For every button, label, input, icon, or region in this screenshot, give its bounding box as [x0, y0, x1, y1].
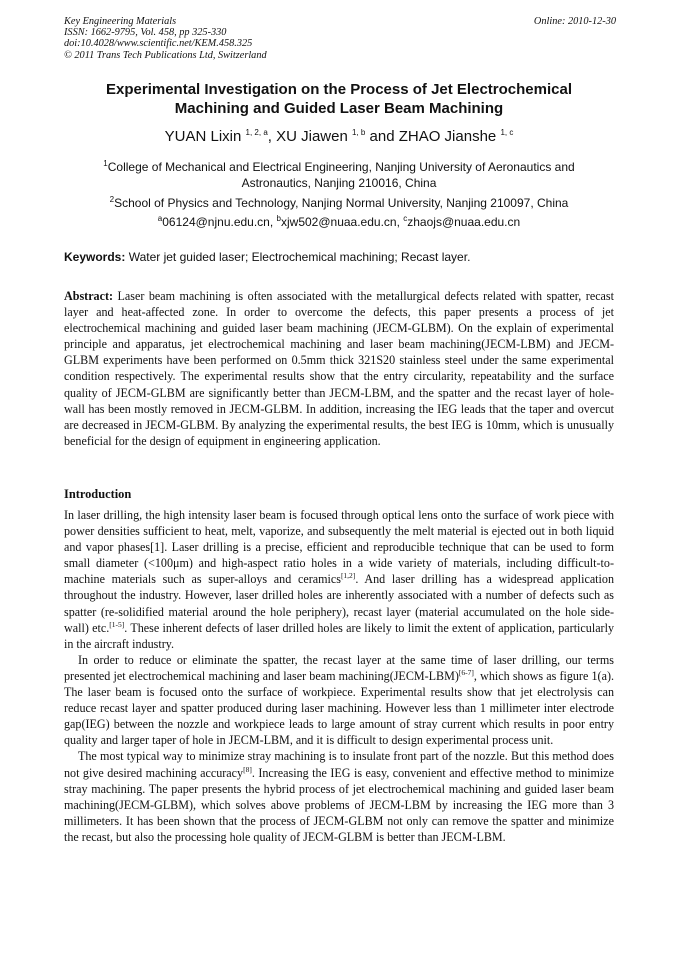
abstract — [64, 288, 614, 449]
journal-doi: doi:10.4028/www.scientific.net/KEM.458.325 — [64, 38, 253, 50]
introduction-body — [64, 507, 614, 845]
keywords — [64, 250, 614, 264]
citation[interactable]: [8] — [243, 764, 252, 774]
abstract-text: Laser beam machining is often associated with the metallurgical defects related with spatter, recast layer and heat-affected zone. In order to overcome the defects, this paper presents a process of jet electrochemical machining and guided laser beam machining (JECM-GLBM). On the explain of experimental principle and apparatus, jet electrochemical machining and laser beam machining(JECM-LBM) and JECM-GLBM experiments have been performed on 0.5mm thick 321S20 stainless steel under the same experimental condition respectively. The experimental results show that the entry circularity, repeatability and the surface quality of JECM-GLBM are significantly better than JECM-LBM, and the spatter and the recast layer of hole-wall has been mostly removed in JECM-GLBM. In addition, increasing the IEG leads that the taper and overcut are decreased in JECM-GLBM. By analyzing the experimental results, the best IEG is 10mm, which is unusually beneficial for the design of equipment in engineering application. — [64, 289, 614, 448]
journal-name: Key Engineering Materials — [64, 16, 177, 27]
journal-header — [64, 16, 267, 61]
author-separator: , — [267, 128, 277, 145]
intro-p1-text-c: . These inherent defects of laser drilled holes are likely to limit the extent of application, particularly in the aircraft industry. — [64, 620, 614, 651]
author-2-affil: 1, b — [352, 128, 366, 137]
email-b[interactable]: xjw502@nuaa.edu.cn, — [280, 215, 404, 229]
author-and: and — [365, 128, 399, 145]
email-list — [64, 214, 614, 229]
title-line-1: Experimental Investigation on the Process of Jet Electrochemical — [106, 81, 572, 98]
affiliation-2 — [64, 192, 614, 211]
journal-copyright: © 2011 Trans Tech Publications Ltd, Switzerland — [64, 49, 267, 61]
author-2: XU Jiawen — [276, 128, 348, 145]
author-1: YUAN Lixin — [164, 128, 242, 145]
intro-p1-text-b: . And laser drilling has a widespread application throughout the industry. However, laser drilled holes are inherently associated with a number of defects such as spatter (re-solidified material around the hole periphery), recast layer (material accumulated on the hole side-wall) etc. — [64, 572, 614, 635]
citation[interactable]: [1-5] — [109, 619, 125, 629]
intro-paragraph-2 — [64, 652, 614, 749]
author-3: ZHAO Jianshe — [398, 128, 497, 145]
introduction-heading: Introduction — [64, 487, 132, 501]
email-c-marker: c — [403, 214, 408, 223]
title-line-2: Machining and Guided Laser Beam Machining — [174, 100, 504, 117]
author-1-affil: 1, 2, a — [245, 128, 268, 137]
email-b-marker: b — [276, 214, 281, 223]
online-date: Online: 2010-12-30 — [533, 16, 616, 27]
email-c[interactable]: zhaojs@nuaa.edu.cn — [407, 215, 521, 229]
keywords-text: Water jet guided laser; Electrochemical machining; Recast layer. — [125, 250, 471, 264]
keywords-label: Keywords: — [64, 250, 126, 264]
intro-paragraph-3 — [64, 748, 614, 845]
citation[interactable]: [1,2] — [340, 571, 356, 581]
paper-title — [64, 80, 614, 118]
intro-p2-text-a: In order to reduce or eliminate the spatter, the recast layer at the same time of laser drilling, our terms presented jet electrochemical machining and laser beam machining(JECM-LBM) — [64, 652, 614, 683]
intro-p3-text-a: The most typical way to minimize stray machining is to insulate front part of the nozzle. But this method does not give desired machining accuracy — [64, 749, 614, 780]
author-list — [64, 128, 614, 145]
email-a[interactable]: 06124@njnu.edu.cn, — [162, 215, 277, 229]
author-3-affil: 1, c — [500, 128, 514, 137]
affiliation-2-marker: 2 — [109, 195, 115, 204]
affiliation-1-line-1: College of Mechanical and Electrical Engineering, Nanjing University of Aeronautics and — [107, 160, 575, 174]
abstract-label: Abstract: — [64, 289, 114, 303]
affiliation-1-line-2: Astronautics, Nanjing 210016, China — [241, 176, 437, 190]
citation[interactable]: [6-7] — [458, 667, 474, 677]
intro-p1-text-a: In laser drilling, the high intensity laser beam is focused through optical lens onto the surface of work piece with power densities sufficient to heat, melt, vaporize, and subsequently the melt material is ejected out in both liquid and vapor phases[1]. Laser drilling is a precise, efficient and reproducible technique that can be used to form small diameter (<100μm) and high-aspect ratio holes in a wide variety of materials, including difficult-to-machine materials such as super-alloys and ceramics — [64, 508, 614, 587]
affiliation-2-text: School of Physics and Technology, Nanjing Normal University, Nanjing 210097, China — [114, 196, 569, 210]
affiliation-1 — [64, 156, 614, 191]
intro-paragraph-1 — [64, 507, 614, 652]
intro-p3-text-b: . Increasing the IEG is easy, convenient and effective method to minimize stray machining. The paper presents the hybrid process of jet electrochemical machining and guided laser beam machining(JECM-GLBM), which solves above problems of JECM-LBM by increasing the IEG more than 3 millimeters. It has been shown that the process of JECM-GLBM not only can remove the spatter and minimize the recast, but also the processing hole quality of JECM-GLBM is better than JECM-LBM. — [64, 765, 614, 844]
intro-p2-text-b: , which shows as figure 1(a). The laser beam is focused onto the surface of workpiece. Experimental results show that jet electrolysis can reduce recast layer and spatter produced during laser machining. However less than 1 millimeter inter electrode gap(IEG) between the nozzle and workpiece leads to large amount of stray current which results in poor entry quality and larger taper of hole in JECM-LBM, and it is difficult to design experimental process unit. — [64, 668, 614, 748]
journal-issn: ISSN: 1662-9795, Vol. 458, pp 325-330 — [64, 27, 227, 39]
email-a-marker: a — [157, 214, 163, 223]
affiliation-1-marker: 1 — [103, 159, 108, 168]
